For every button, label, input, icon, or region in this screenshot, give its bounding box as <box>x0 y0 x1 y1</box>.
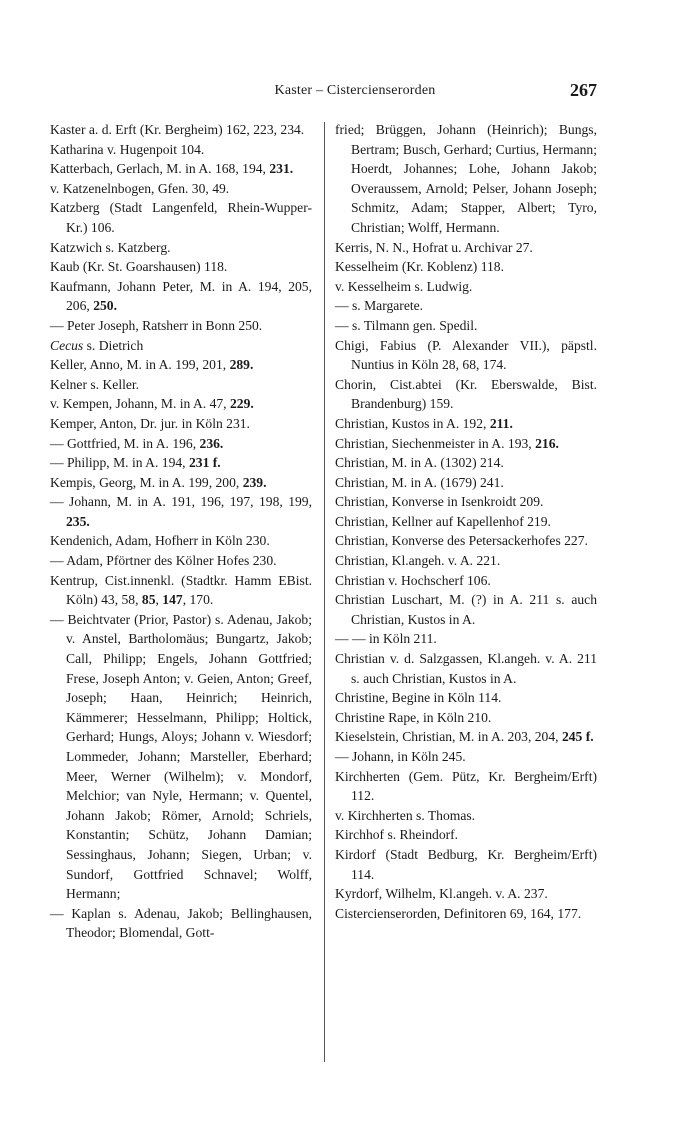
index-entry: Christine, Begine in Köln 114. <box>335 690 502 706</box>
index-entry: Kaub (Kr. St. Goarshausen) 118. <box>50 259 228 275</box>
index-entry: Kaster a. d. Erft (Kr. Bergheim) 162, 223, 234. <box>50 122 305 137</box>
index-entry: v. Kempen, Johann, M. in A. 47, 229. <box>50 396 254 412</box>
index-entry: — — in Köln 211. <box>335 631 437 647</box>
index-entry: Kelner s. Keller. <box>50 376 140 392</box>
index-entry: Kentrup, Cist.innenkl. (Stadtkr. Hamm EBist. Köln) 43, 58, 85, 147, 170. <box>50 572 312 608</box>
index-entry: — Kaplan s. Adenau, Jakob; Bellinghausen, Theodor; Blomendal, Gott- <box>50 905 312 941</box>
index-entry: Kempis, Georg, M. in A. 199, 200, 239. <box>50 474 267 490</box>
index-entry: — s. Tilmann gen. Spedil. <box>335 317 478 333</box>
index-entry: — Beichtvater (Prior, Pastor) s. Adenau, Jakob; v. Anstel, Bartholomäus; Bungartz, Jakob; Call, Philipp; Engels, Johann Gottfried; Frese, Joseph Anton; v. Geien, Anton; Greef, Joseph; Haan, Heinrich; Heinrich, Kämmerer; Hesselmann, Philipp; Holtick, Gerhard; Hungs, Aloys; Johann v. Wiesdorf; Lommeder, Johann; Marsteller, Eberhard; Meer, Werner (Wilhelm); v. Mondorf, Melchior; van Nyle, Hermann; v. Quentel, Johann Jakob; Römer, Arnold; Schriels, Konstantin; Schütz, Johann Damian; Sessinghaus, Johann; Siegen, Urban; v. Sundorf, Gottfried Schnavel; Wolff, Hermann; <box>50 611 312 902</box>
index-entry: v. Kirchherten s. Thomas. <box>335 807 476 823</box>
index-entry: Kirchhof s. Rheindorf. <box>335 827 459 843</box>
index-entry: Kirchherten (Gem. Pütz, Kr. Bergheim/Erft) 112. <box>335 768 597 804</box>
index-entry: Katterbach, Gerlach, M. in A. 168, 194, 231. <box>50 161 294 177</box>
index-entry: Katharina v. Hugenpoit 104. <box>50 141 205 157</box>
running-head <box>0 80 700 104</box>
index-entry: — s. Margarete. <box>335 298 424 314</box>
index-entry: — Peter Joseph, Ratsherr in Bonn 250. <box>50 317 263 333</box>
column-divider <box>324 122 325 1062</box>
index-entry: Keller, Anno, M. in A. 199, 201, 289. <box>50 357 254 373</box>
index-entry: Kyrdorf, Wilhelm, Kl.angeh. v. A. 237. <box>335 886 548 902</box>
index-entry: Christian, Konverse des Petersackerhofes 227. <box>335 533 588 549</box>
page-number: 267 <box>570 80 597 100</box>
index-entry: Kirdorf (Stadt Bedburg, Kr. Bergheim/Erft) 114. <box>335 846 597 882</box>
index-entry: Christian Luschart, M. (?) in A. 211 s. auch Christian, Kustos in A. <box>335 592 597 627</box>
index-entry: v. Katzenelnbogen, Gfen. 30, 49. <box>50 180 230 196</box>
index-entry: Kieselstein, Christian, M. in A. 203, 204, 245 f. <box>335 729 594 745</box>
index-entry: — Adam, Pförtner des Kölner Hofes 230. <box>50 553 277 569</box>
index-entry: — Gottfried, M. in A. 196, 236. <box>50 435 224 451</box>
index-entry: Katzberg (Stadt Langenfeld, Rhein-Wupper-Kr.) 106. <box>50 200 312 235</box>
index-entry: Chigi, Fabius (P. Alexander VII.), päpstl. Nuntius in Köln 28, 68, 174. <box>335 337 597 373</box>
index-entry: Christian v. Hochscherf 106. <box>335 572 491 588</box>
index-entry: Kaufmann, Johann Peter, M. in A. 194, 205, 206, 250. <box>50 278 312 314</box>
index-entry: Chorin, Cist.abtei (Kr. Eberswalde, Bist. Brandenburg) 159. <box>335 376 597 412</box>
index-entry: Christian, Kl.angeh. v. A. 221. <box>335 553 501 569</box>
index-entry: Kerris, N. N., Hofrat u. Archivar 27. <box>335 239 533 255</box>
index-entry: — Johann, in Köln 245. <box>335 749 466 764</box>
running-title: Kaster – Cistercienserorden <box>274 83 436 98</box>
index-entry: Christian, Kellner auf Kapellenhof 219. <box>335 513 551 529</box>
index-entry: Kendenich, Adam, Hofherr in Köln 230. <box>50 533 270 549</box>
index-entry: Katzwich s. Katzberg. <box>50 239 171 255</box>
index-entry: Kesselheim (Kr. Koblenz) 118. <box>335 259 504 275</box>
index-entry: Christian v. d. Salzgassen, Kl.angeh. v. A. 211 s. auch Christian, Kustos in A. <box>335 651 597 686</box>
index-entry: Christine Rape, in Köln 210. <box>335 709 492 725</box>
index-entry: Christian, Konverse in Isenkroidt 209. <box>335 494 544 510</box>
index-entry: Cistercienserorden, Definitoren 69, 164, 177. <box>335 905 582 921</box>
index-entry: Christian, M. in A. (1302) 214. <box>335 455 504 471</box>
index-column-left <box>50 120 312 943</box>
index-entry: fried; Brüggen, Johann (Heinrich); Bungs, Bertram; Busch, Gerhard; Curtius, Hermann; Hoerdt, Johannes; Lohe, Johann Jakob; Overaussem, Arnold; Pelser, Johann Joseph; Schmitz, Adam; Stapper, Albert; Tyro, Christian; Wolff, Hermann. <box>335 122 597 235</box>
index-entry: Cecus s. Dietrich <box>50 337 144 353</box>
index-entry: Christian, Kustos in A. 192, 211. <box>335 415 513 431</box>
index-entry: Christian, M. in A. (1679) 241. <box>335 474 504 490</box>
index-column-right <box>335 120 597 923</box>
index-entry: Kemper, Anton, Dr. jur. in Köln 231. <box>50 415 250 431</box>
index-entry: Christian, Siechenmeister in A. 193, 216. <box>335 435 559 451</box>
index-entry: — Johann, M. in A. 191, 196, 197, 198, 199, 235. <box>50 494 312 529</box>
index-entry: v. Kesselheim s. Ludwig. <box>335 278 473 294</box>
index-entry: — Philipp, M. in A. 194, 231 f. <box>50 455 221 471</box>
